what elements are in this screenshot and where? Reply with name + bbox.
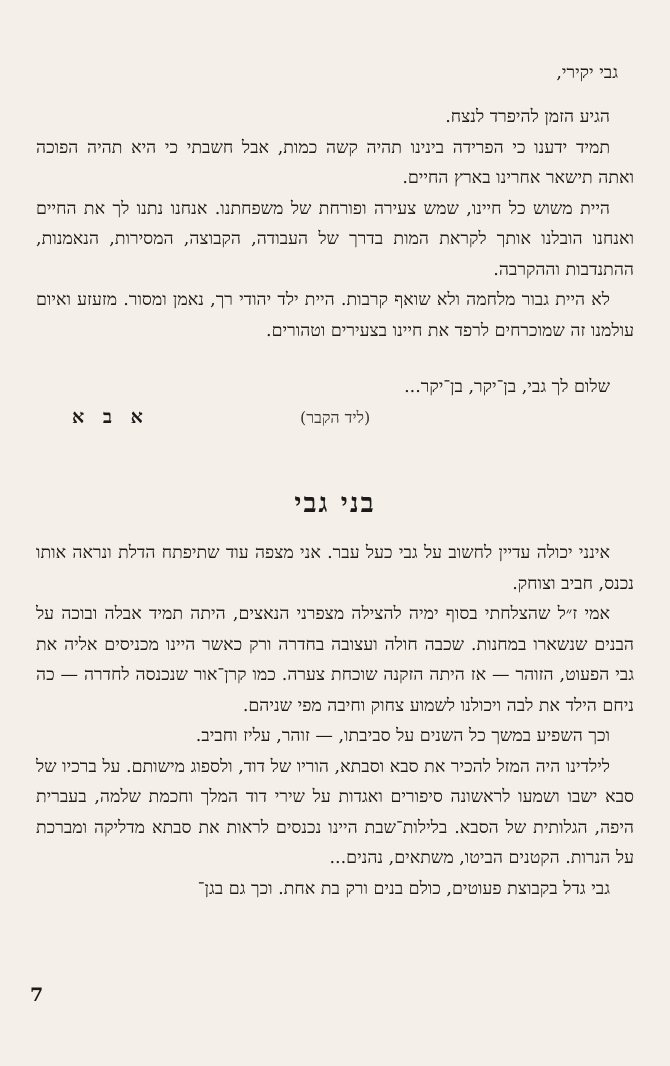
chapter-paragraph: וכך השפיע במשך כל השנים על סביבתו, — זוהר, עליז וחביב. (195, 726, 610, 746)
chapter-paragraph: גבי גדל בקבוצת פעוטים, כולם בנים ורק בת אחת. וכך גם בגן־ (197, 878, 610, 899)
letter-paragraph: הגיע הזמן להיפרד לנצח. (445, 107, 610, 127)
letter-body (36, 102, 634, 346)
chapter-title: בני גבי (294, 488, 376, 519)
letter-paragraph: לא היית גבור מלחמה ולא שואף קרבות. היית ילד יהודי רך, נאמן ומסור. מזעזע ואיום עולמנו זה שמוכרחים לרפד את חיינו בצעירים וטהורים. (36, 290, 634, 341)
grave-note: (ליד הקבר) (300, 408, 371, 427)
letter-paragraph: תמיד ידענו כי הפרידה בינינו תהיה קשה כמות, אבל חשבתי כי היא תהיה הפוכה ואתה תישאר אחרינו בארץ החיים. (36, 137, 634, 188)
chapter-paragraph: אינני יכולה עדיין לחשוב על גבי כעל עבר. אני מצפה עוד שתיפתח הדלת ונראה אותו נכנס, חביב וצוחק. (36, 543, 634, 594)
chapter-body (36, 538, 634, 904)
letter-signoff: שלום לך גבי, בן־יקר, בן־יקר... (404, 377, 610, 397)
chapter-paragraph: אמי ז״ל שהצלחתי בסוף ימיה להצילה מצפרני הנאצים, היתה תמיד אבלה ובוכה על הבנים שנשארו במחנות. שכבה חולה ועצובה בחדרה ורק כאשר היינו מכניסים אליה את גבי הפעוט, הזוהר — אז היתה הזקנה שוכחת צערה. כמו קרן־אור שנכנסה לחדרה — כה ניחם הילד את לבה ויכולנו לשמוע צחוק וחיבה מפי שניהם. (36, 604, 634, 716)
letter-greeting: גבי יקירי, (556, 63, 618, 83)
letter-paragraph: היית משוש כל חיינו, שמש צעירה ופורחת של משפחתנו. אנחנו נתנו לך את החיים ואנחנו הובלנו אותך לקראת המות בדרך של העבודה, הקבוצה, המסירות, הנאמנות, ההתנדבות וההקרבה. (36, 198, 634, 280)
chapter-paragraph: לילדינו היה המזל להכיר את סבא וסבתא, הוריו של דוד, ולספוג מישותם. על ברכיו של סבא ישבו ושמעו לראשונה סיפורים ואגדות על שירי דוד המלך וחכמת שלמה, בעברית היפה, הגלותית של הסבא. בלילות־שבת היינו נכנסים לראות את סבתא מדליקה ומברכת על הנרות. הקטנים הביטו, משתאים, נהנים... (36, 756, 634, 868)
letter-signature: א ב א (72, 406, 149, 428)
page-number: 7 (30, 984, 44, 1006)
